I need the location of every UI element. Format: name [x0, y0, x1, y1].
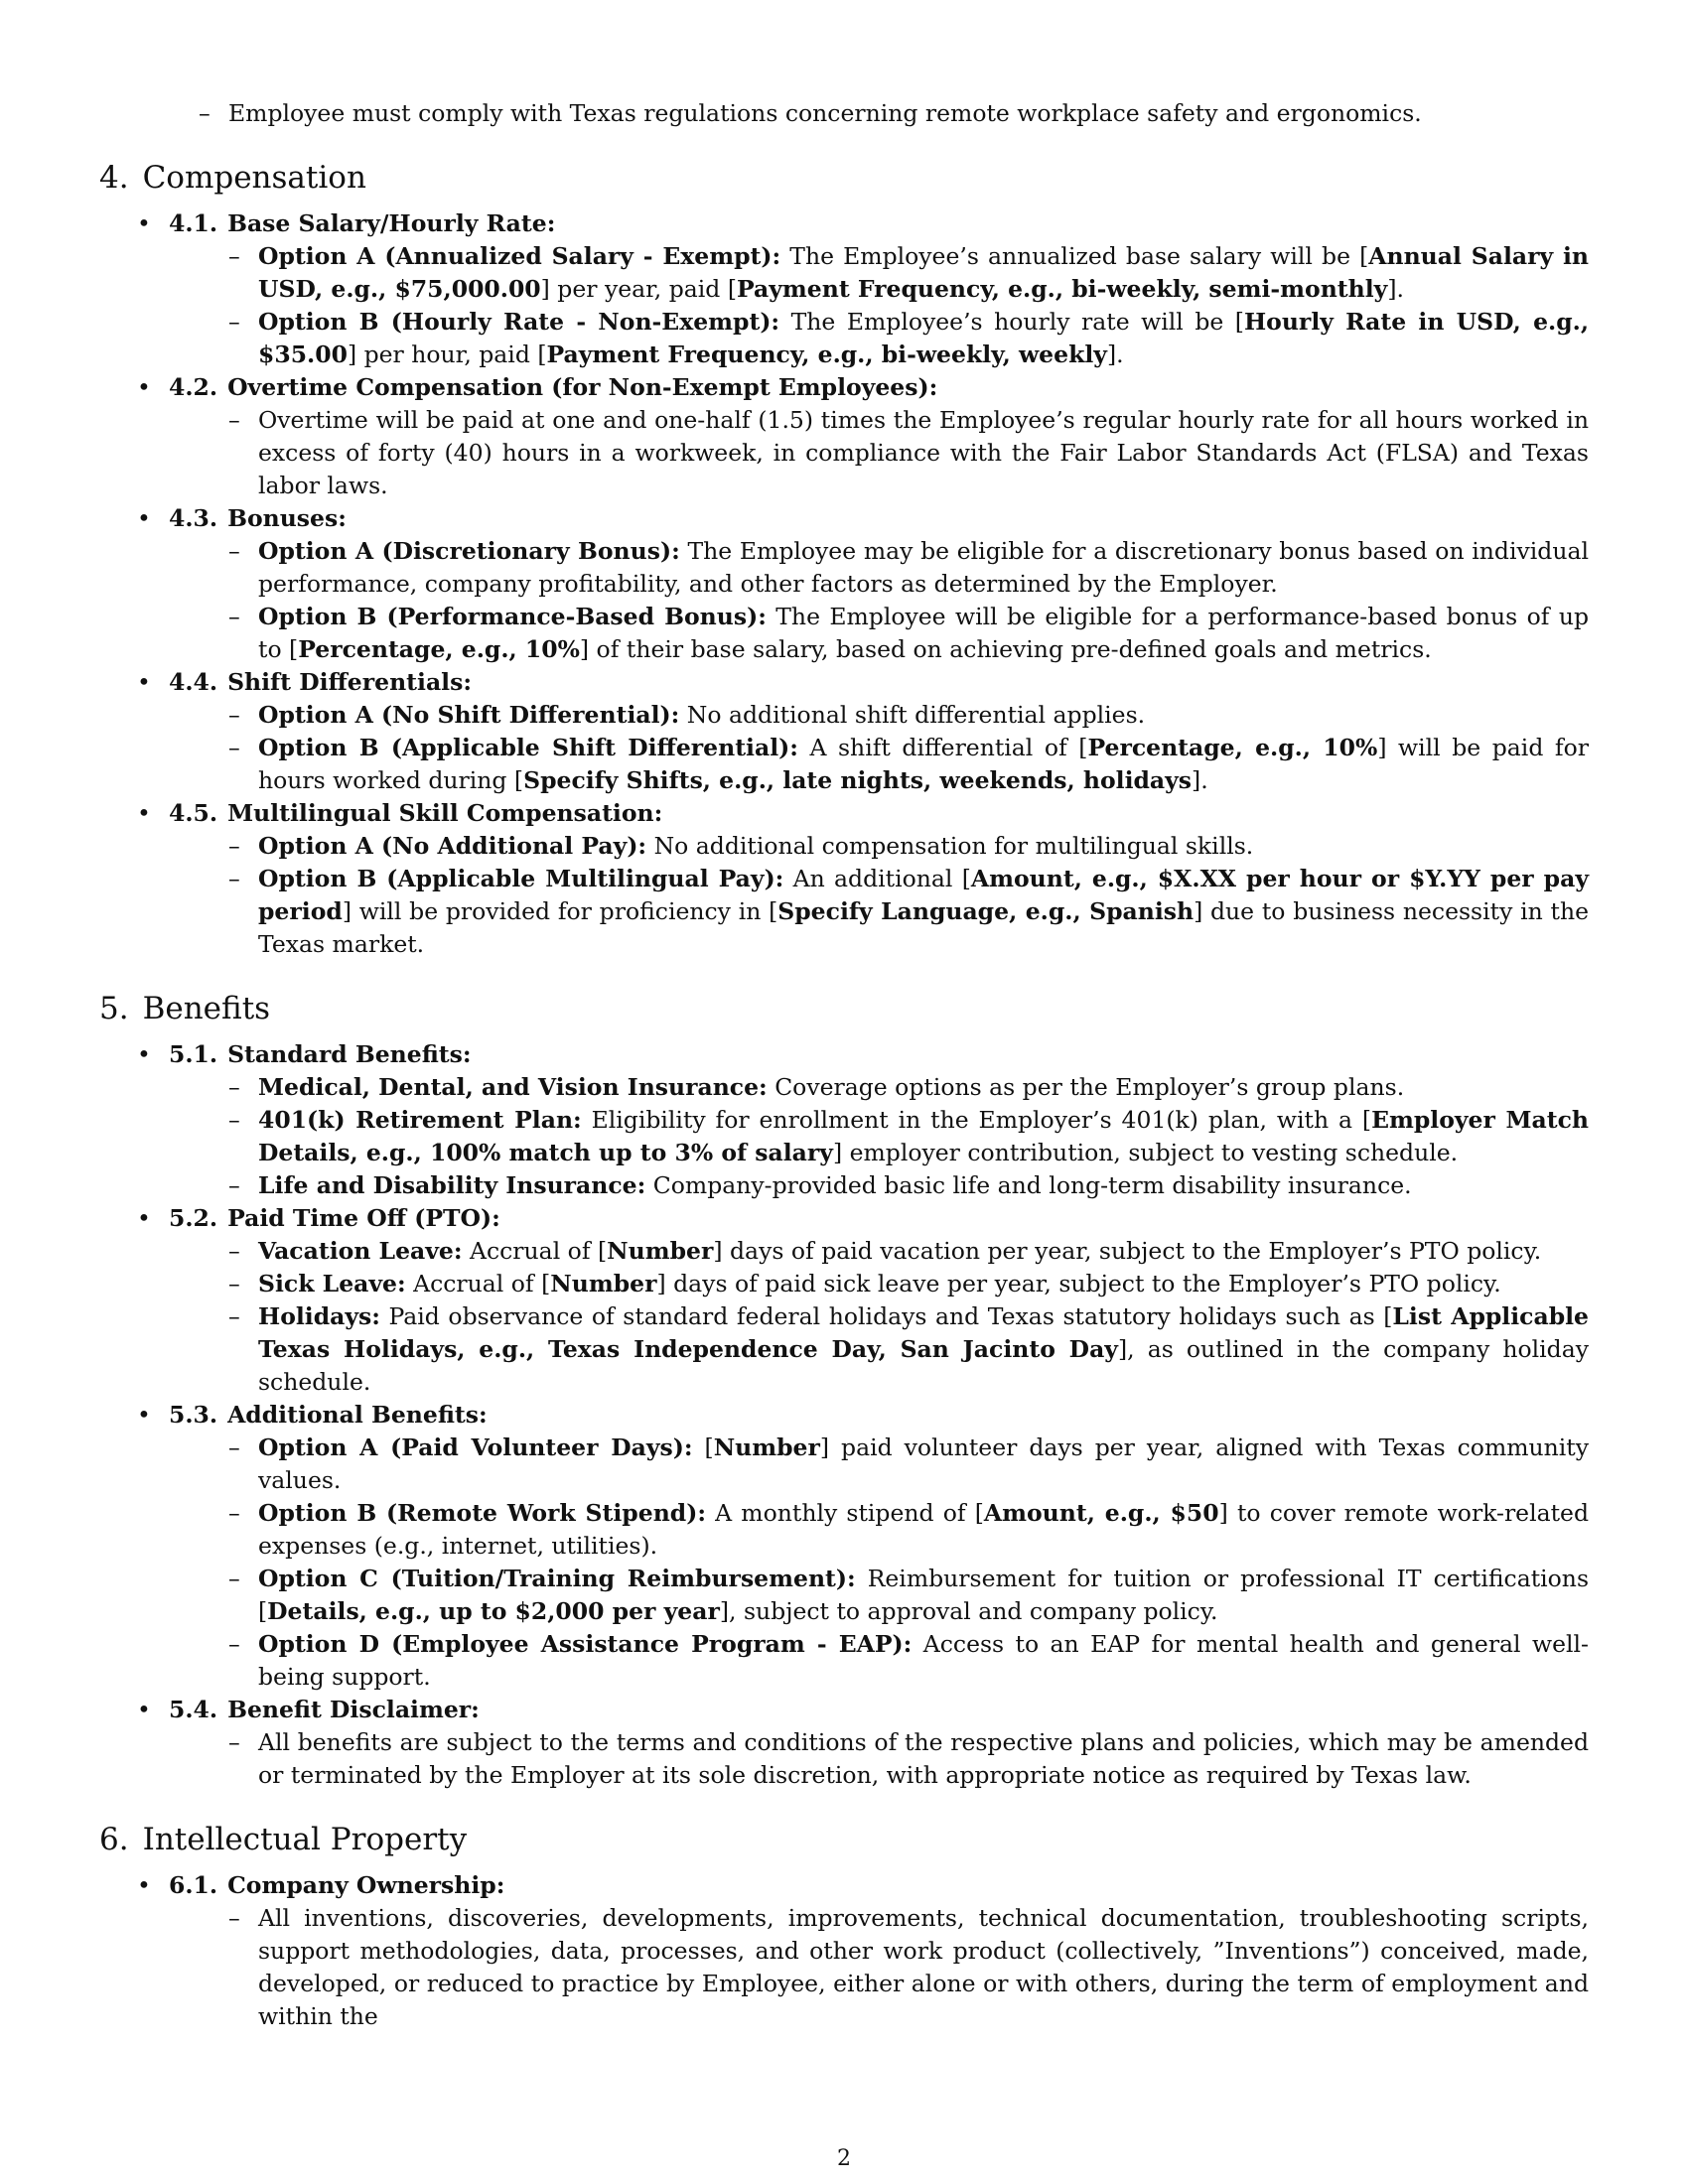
- text: A monthly stipend of [: [706, 1499, 984, 1527]
- text: ] of their base salary, based on achieving pre-defined goals and metrics.: [579, 635, 1432, 663]
- text: The Employee’s hourly rate will be [: [779, 308, 1244, 336]
- benefit-item: [228, 1169, 1589, 1202]
- option-label: Option A (Paid Volunteer Days):: [258, 1433, 693, 1461]
- text: The Employee’s annualized base salary will be [: [780, 242, 1369, 270]
- clause-number: 4.3.: [169, 504, 218, 532]
- option-label: Option B (Applicable Multilingual Pay):: [258, 865, 784, 892]
- clause-4-1: [99, 207, 1589, 371]
- text: ].: [1106, 341, 1124, 368]
- clause-5-2: [99, 1202, 1589, 1399]
- placeholder-field: Amount, e.g., $50: [983, 1499, 1219, 1527]
- placeholder-field: Payment Frequency, e.g., bi-weekly, semi-monthly: [737, 275, 1388, 303]
- placeholder-field: Employer Match Details, e.g., 100% match up to 3% of salary: [258, 1106, 1589, 1166]
- option-label: Option C (Tuition/Training Reimbursement):: [258, 1565, 856, 1592]
- text: Access to an EAP for mental health and general well-being support.: [258, 1630, 1589, 1691]
- text: ] to cover remote work-related expenses (e.g., internet, utilities).: [258, 1499, 1590, 1560]
- page-number: 2: [837, 2146, 851, 2171]
- text: Overtime will be paid at one and one-half (1.5) times the Employee’s regular hourly rate for all hours worked in excess of forty (40) hours in a workweek, in compliance with the Fair Labor Standards Act (FLSA) and Texas labor laws.: [258, 406, 1589, 499]
- clause-5-1: [99, 1038, 1589, 1202]
- clause-heading: Benefit Disclaimer:: [227, 1696, 480, 1723]
- clause-text: [228, 1726, 1589, 1792]
- clause-number: 4.5.: [169, 799, 218, 827]
- text: ], subject to approval and company policy.: [719, 1597, 1218, 1625]
- text: Accrual of [: [405, 1270, 551, 1297]
- clause-heading: Multilingual Skill Compensation:: [227, 799, 663, 827]
- carryover-item: [99, 97, 1589, 130]
- section-heading-intellectual-property: [99, 1820, 1589, 1859]
- option-item: [228, 601, 1589, 666]
- clause-text: [228, 1902, 1589, 2033]
- clause-heading: Base Salary/Hourly Rate:: [227, 209, 556, 237]
- clause-number: 4.2.: [169, 373, 218, 401]
- text: Eligibility for enrollment in the Employer’s 401(k) plan, with a [: [581, 1106, 1372, 1134]
- placeholder-field: Number: [607, 1237, 714, 1265]
- clause-heading: Paid Time Off (PTO):: [227, 1204, 500, 1232]
- document-body: [99, 97, 1589, 2033]
- clause-6-1: [99, 1869, 1589, 2033]
- text: ] will be provided for proficiency in [: [342, 897, 778, 925]
- placeholder-field: Payment Frequency, e.g., bi-weekly, weekly: [546, 341, 1107, 368]
- pto-label: Sick Leave:: [258, 1270, 406, 1297]
- placeholder-field: Annual Salary in USD, e.g., $75,000.00: [258, 242, 1589, 303]
- text: All inventions, discoveries, developments, improvements, technical documentation, troubleshooting scripts, support methodologies, data, processes, and other work product (collectively, ”Inventions”) conceived, made, developed, or reduced to practice by Employee, either alone or with others, during the term of employment and within the: [258, 1904, 1589, 2030]
- text: ] per hour, paid [: [347, 341, 547, 368]
- text: ] paid volunteer days per year, aligned with Texas community values.: [258, 1433, 1590, 1494]
- placeholder-field: Details, e.g., up to $2,000 per year: [267, 1597, 720, 1625]
- compensation-list: [99, 207, 1589, 961]
- placeholder-field: Hourly Rate in USD, e.g., $35.00: [258, 308, 1589, 368]
- benefits-list: [99, 1038, 1589, 1792]
- text: Reimbursement for tuition or professional IT certifications [: [258, 1565, 1590, 1625]
- text: ] due to business necessity in the Texas market.: [258, 897, 1589, 958]
- section-title: Compensation: [142, 160, 366, 196]
- pto-label: Vacation Leave:: [258, 1237, 463, 1265]
- option-label: Option B (Remote Work Stipend):: [258, 1499, 707, 1527]
- text: ] days of paid sick leave per year, subject to the Employer’s PTO policy.: [656, 1270, 1501, 1297]
- option-label: Option B (Applicable Shift Differential):: [258, 734, 798, 761]
- section-number: 4.: [99, 160, 129, 196]
- clause-text: [228, 404, 1589, 502]
- text: The Employee may be eligible for a discretionary bonus based on individual performance, company profitability, and other factors as determined by the Employer.: [258, 537, 1589, 598]
- section-title: Intellectual Property: [142, 1822, 468, 1857]
- section-number: 6.: [99, 1822, 129, 1857]
- clause-4-4: [99, 666, 1589, 797]
- text: An additional [: [783, 865, 971, 892]
- text: A shift differential of [: [797, 734, 1088, 761]
- option-label: Option A (No Shift Differential):: [258, 701, 680, 729]
- clause-4-2: [99, 371, 1589, 502]
- placeholder-field: Specify Language, e.g., Spanish: [777, 897, 1195, 925]
- benefit-label: 401(k) Retirement Plan:: [258, 1106, 582, 1134]
- option-label: Option A (No Additional Pay):: [258, 832, 647, 860]
- option-item: [228, 240, 1589, 306]
- clause-heading: Additional Benefits:: [227, 1401, 488, 1429]
- pto-item: [228, 1235, 1589, 1268]
- text: Company-provided basic life and long-term disability insurance.: [645, 1171, 1412, 1199]
- section-heading-benefits: [99, 989, 1589, 1028]
- placeholder-field: Percentage, e.g., 10%: [1087, 734, 1378, 761]
- pto-item: [228, 1300, 1589, 1399]
- clause-number: 5.4.: [169, 1696, 218, 1723]
- clause-heading: Company Ownership:: [227, 1871, 505, 1899]
- placeholder-field: List Applicable Texas Holidays, e.g., Texas Independence Day, San Jacinto Day: [258, 1302, 1590, 1363]
- text: [: [692, 1433, 714, 1461]
- section-heading-compensation: [99, 158, 1589, 198]
- clause-number: 5.2.: [169, 1204, 218, 1232]
- option-label: Option D (Employee Assistance Program - EAP):: [258, 1630, 913, 1658]
- placeholder-field: Amount, e.g., $X.XX per hour or $Y.YY per pay period: [258, 865, 1589, 925]
- placeholder-field: Percentage, e.g., 10%: [298, 635, 580, 663]
- clause-number: 5.3.: [169, 1401, 218, 1429]
- text: Coverage options as per the Employer’s group plans.: [767, 1073, 1405, 1101]
- benefit-item: [228, 1071, 1589, 1104]
- text: No additional compensation for multilingual skills.: [646, 832, 1254, 860]
- text: ].: [1387, 275, 1404, 303]
- text: All benefits are subject to the terms and conditions of the respective plans and policies, which may be amended or terminated by the Employer at its sole discretion, with appropriate notice as required by Texas law.: [258, 1728, 1589, 1789]
- text: ].: [1192, 766, 1208, 794]
- clause-number: 4.4.: [169, 668, 218, 696]
- option-item: [228, 1563, 1589, 1628]
- placeholder-field: Specify Shifts, e.g., late nights, weekends, holidays: [523, 766, 1193, 794]
- option-item: [228, 699, 1589, 732]
- text: No additional shift differential applies.: [679, 701, 1146, 729]
- option-label: Option B (Hourly Rate - Non-Exempt):: [258, 308, 780, 336]
- text: ] days of paid vacation per year, subject to the Employer’s PTO policy.: [713, 1237, 1542, 1265]
- option-item: [228, 535, 1589, 601]
- option-item: [228, 732, 1589, 797]
- text: ], as outlined in the company holiday schedule.: [258, 1335, 1589, 1396]
- option-item: [228, 863, 1589, 961]
- clause-number: 5.1.: [169, 1040, 218, 1068]
- clause-number: 4.1.: [169, 209, 218, 237]
- benefit-label: Life and Disability Insurance:: [258, 1171, 646, 1199]
- clause-number: 6.1.: [169, 1871, 218, 1899]
- clause-4-3: [99, 502, 1589, 666]
- placeholder-field: Number: [713, 1433, 820, 1461]
- clause-heading: Overtime Compensation (for Non-Exempt Employees):: [227, 373, 938, 401]
- clause-heading: Standard Benefits:: [227, 1040, 472, 1068]
- pto-label: Holidays:: [258, 1302, 380, 1330]
- clause-heading: Shift Differentials:: [227, 668, 473, 696]
- section-title: Benefits: [142, 991, 271, 1026]
- option-label: Option A (Discretionary Bonus):: [258, 537, 680, 565]
- text: ] per year, paid [: [540, 275, 737, 303]
- placeholder-field: Number: [550, 1270, 657, 1297]
- text: Paid observance of standard federal holidays and Texas statutory holidays such as [: [379, 1302, 1393, 1330]
- text: ] employer contribution, subject to vesting schedule.: [832, 1139, 1459, 1166]
- clause-5-4: [99, 1694, 1589, 1792]
- option-item: [228, 1432, 1589, 1497]
- clause-5-3: [99, 1399, 1589, 1694]
- option-item: [228, 830, 1589, 863]
- option-label: Option B (Performance-Based Bonus):: [258, 603, 767, 630]
- pto-item: [228, 1268, 1589, 1300]
- text: ] will be paid for hours worked during [: [258, 734, 1589, 794]
- ip-list: [99, 1869, 1589, 2033]
- section-number: 5.: [99, 991, 129, 1026]
- option-item: [228, 1628, 1589, 1694]
- option-item: [228, 1497, 1589, 1563]
- clause-4-5: [99, 797, 1589, 961]
- carryover-text: Employee must comply with Texas regulations concerning remote workplace safety and ergonomics.: [228, 99, 1422, 127]
- benefit-item: [228, 1104, 1589, 1169]
- option-item: [228, 306, 1589, 371]
- option-label: Option A (Annualized Salary - Exempt):: [258, 242, 781, 270]
- text: Accrual of [: [462, 1237, 608, 1265]
- benefit-label: Medical, Dental, and Vision Insurance:: [258, 1073, 768, 1101]
- text: The Employee will be eligible for a performance-based bonus of up to [: [258, 603, 1589, 663]
- clause-heading: Bonuses:: [227, 504, 347, 532]
